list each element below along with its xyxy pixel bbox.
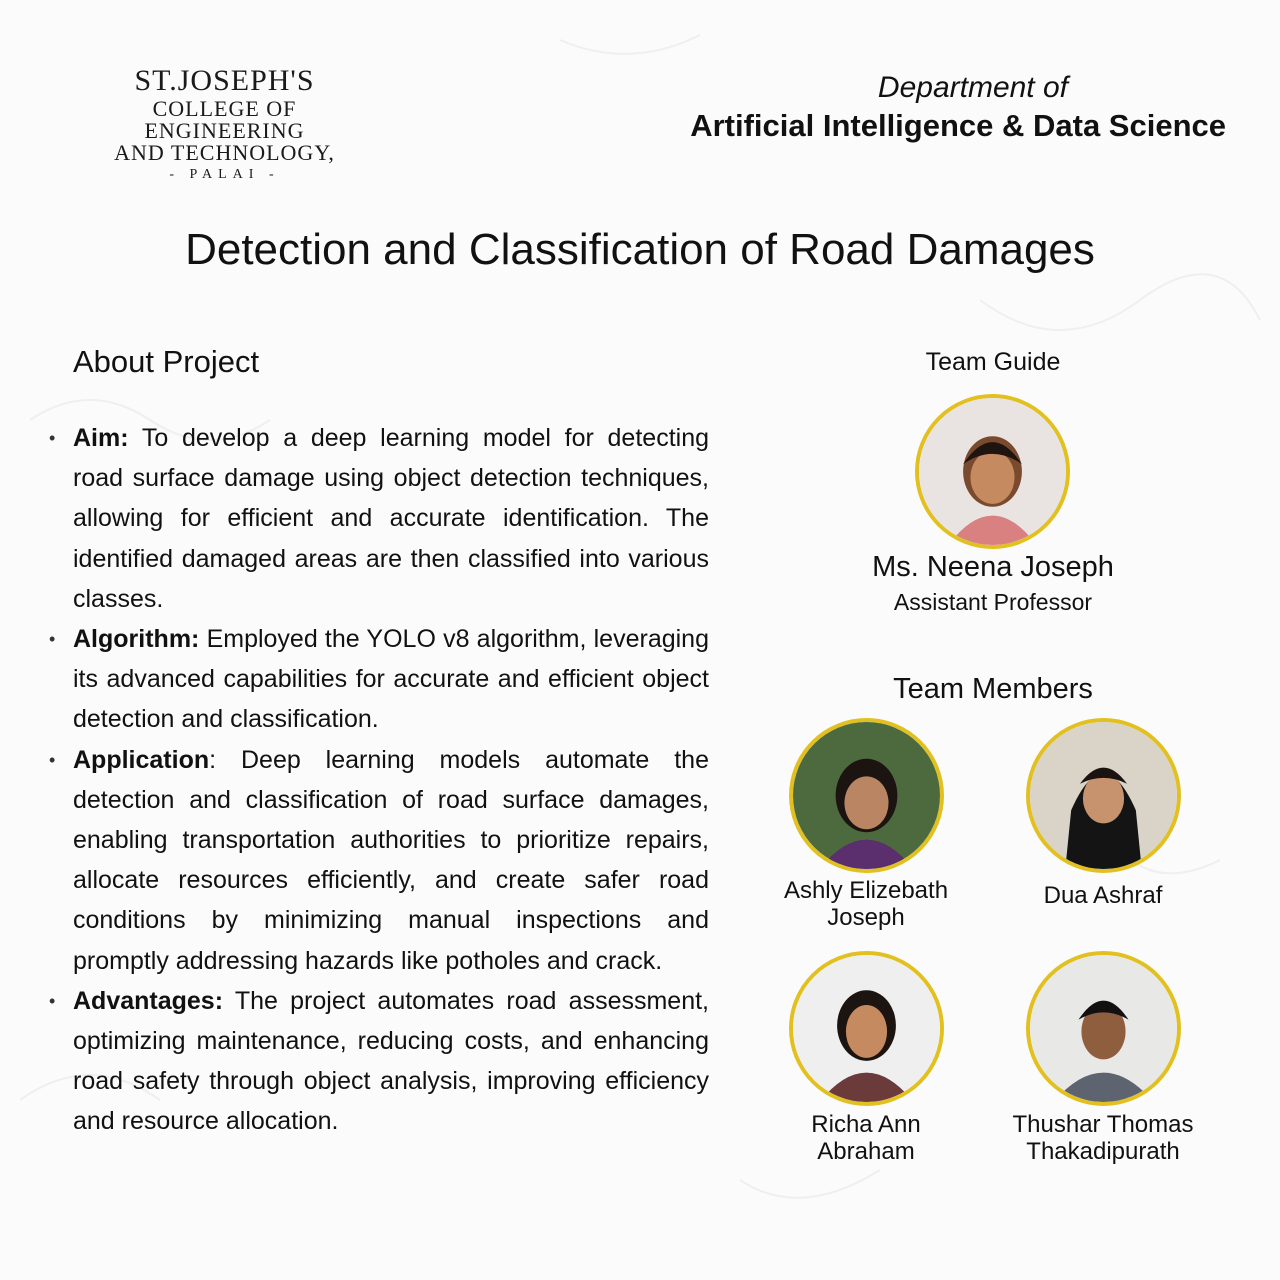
team-members-heading: Team Members xyxy=(893,673,1093,705)
about-item-label: Advantages: xyxy=(73,986,224,1015)
department-name: Artificial Intelligence & Data Science xyxy=(690,108,1226,143)
member-first-name: Richa Ann xyxy=(811,1111,921,1138)
member-last-name: Joseph xyxy=(827,904,905,931)
about-item-algorithm xyxy=(73,619,709,740)
guide-role: Assistant Professor xyxy=(893,589,1093,615)
member-first-name: Thushar Thomas xyxy=(1012,1111,1194,1138)
member-last-name: Thakadipurath xyxy=(1026,1138,1180,1165)
about-item-label: Algorithm: xyxy=(73,625,200,654)
department-prefix: Department of xyxy=(877,71,1068,104)
member-last-name: Abraham xyxy=(817,1138,915,1165)
about-item-aim xyxy=(73,418,709,619)
guide-name: Ms. Neena Joseph xyxy=(872,551,1114,583)
about-heading: About Project xyxy=(73,344,260,379)
about-item-text: Employed the YOLO v8 algorithm, leveraging its advanced capabilities for accurate and efficient object detection and classification. xyxy=(73,625,709,734)
about-item-advantages xyxy=(73,981,709,1142)
department-header xyxy=(666,70,1226,146)
about-item-application xyxy=(73,740,709,981)
about-item-label: Application xyxy=(73,745,210,774)
logo-line-2: COLLEGE OF ENGINEERING xyxy=(144,96,305,143)
about-item-text: The project automates road assessment, optimizing maintenance, reducing costs, and enhancing road safety through object analysis, improving efficiency and resource allocation. xyxy=(73,986,709,1136)
member-first-name: Ashly Elizebath xyxy=(783,877,949,904)
page-title: Detection and Classification of Road Damages xyxy=(185,225,1095,274)
logo-line-3: AND TECHNOLOGY, xyxy=(114,140,335,165)
member-first-name: Dua Ashraf xyxy=(1043,882,1163,909)
member-photo xyxy=(789,718,944,873)
about-item-text: : Deep learning models automate the detection and classification of road surface damages, enabling transportation authorities to prioritize repairs, allocate resources efficiently, and create safer road conditions by minimizing manual inspections and promptly addressing hazards like potholes and crack. xyxy=(73,745,709,975)
member-photo xyxy=(789,951,944,1106)
logo-line-1: ST.JOSEPH'S xyxy=(134,64,315,97)
about-list xyxy=(73,418,709,1142)
guide-photo xyxy=(915,394,1070,549)
team-guide-heading: Team Guide xyxy=(925,348,1061,376)
about-item-text: To develop a deep learning model for detecting road surface damage using object detection techniques, allowing for efficient and accurate identification. The identified damaged areas are then classified into various classes. xyxy=(73,424,709,613)
member-photo xyxy=(1026,718,1181,873)
logo-line-4: - PALAI - xyxy=(169,167,280,182)
college-logo xyxy=(72,64,377,186)
member-name xyxy=(1005,882,1201,909)
member-name xyxy=(992,1111,1214,1165)
about-item-label: Aim: xyxy=(73,424,129,452)
member-name xyxy=(768,877,964,931)
member-name xyxy=(768,1111,964,1165)
member-photo xyxy=(1026,951,1181,1106)
